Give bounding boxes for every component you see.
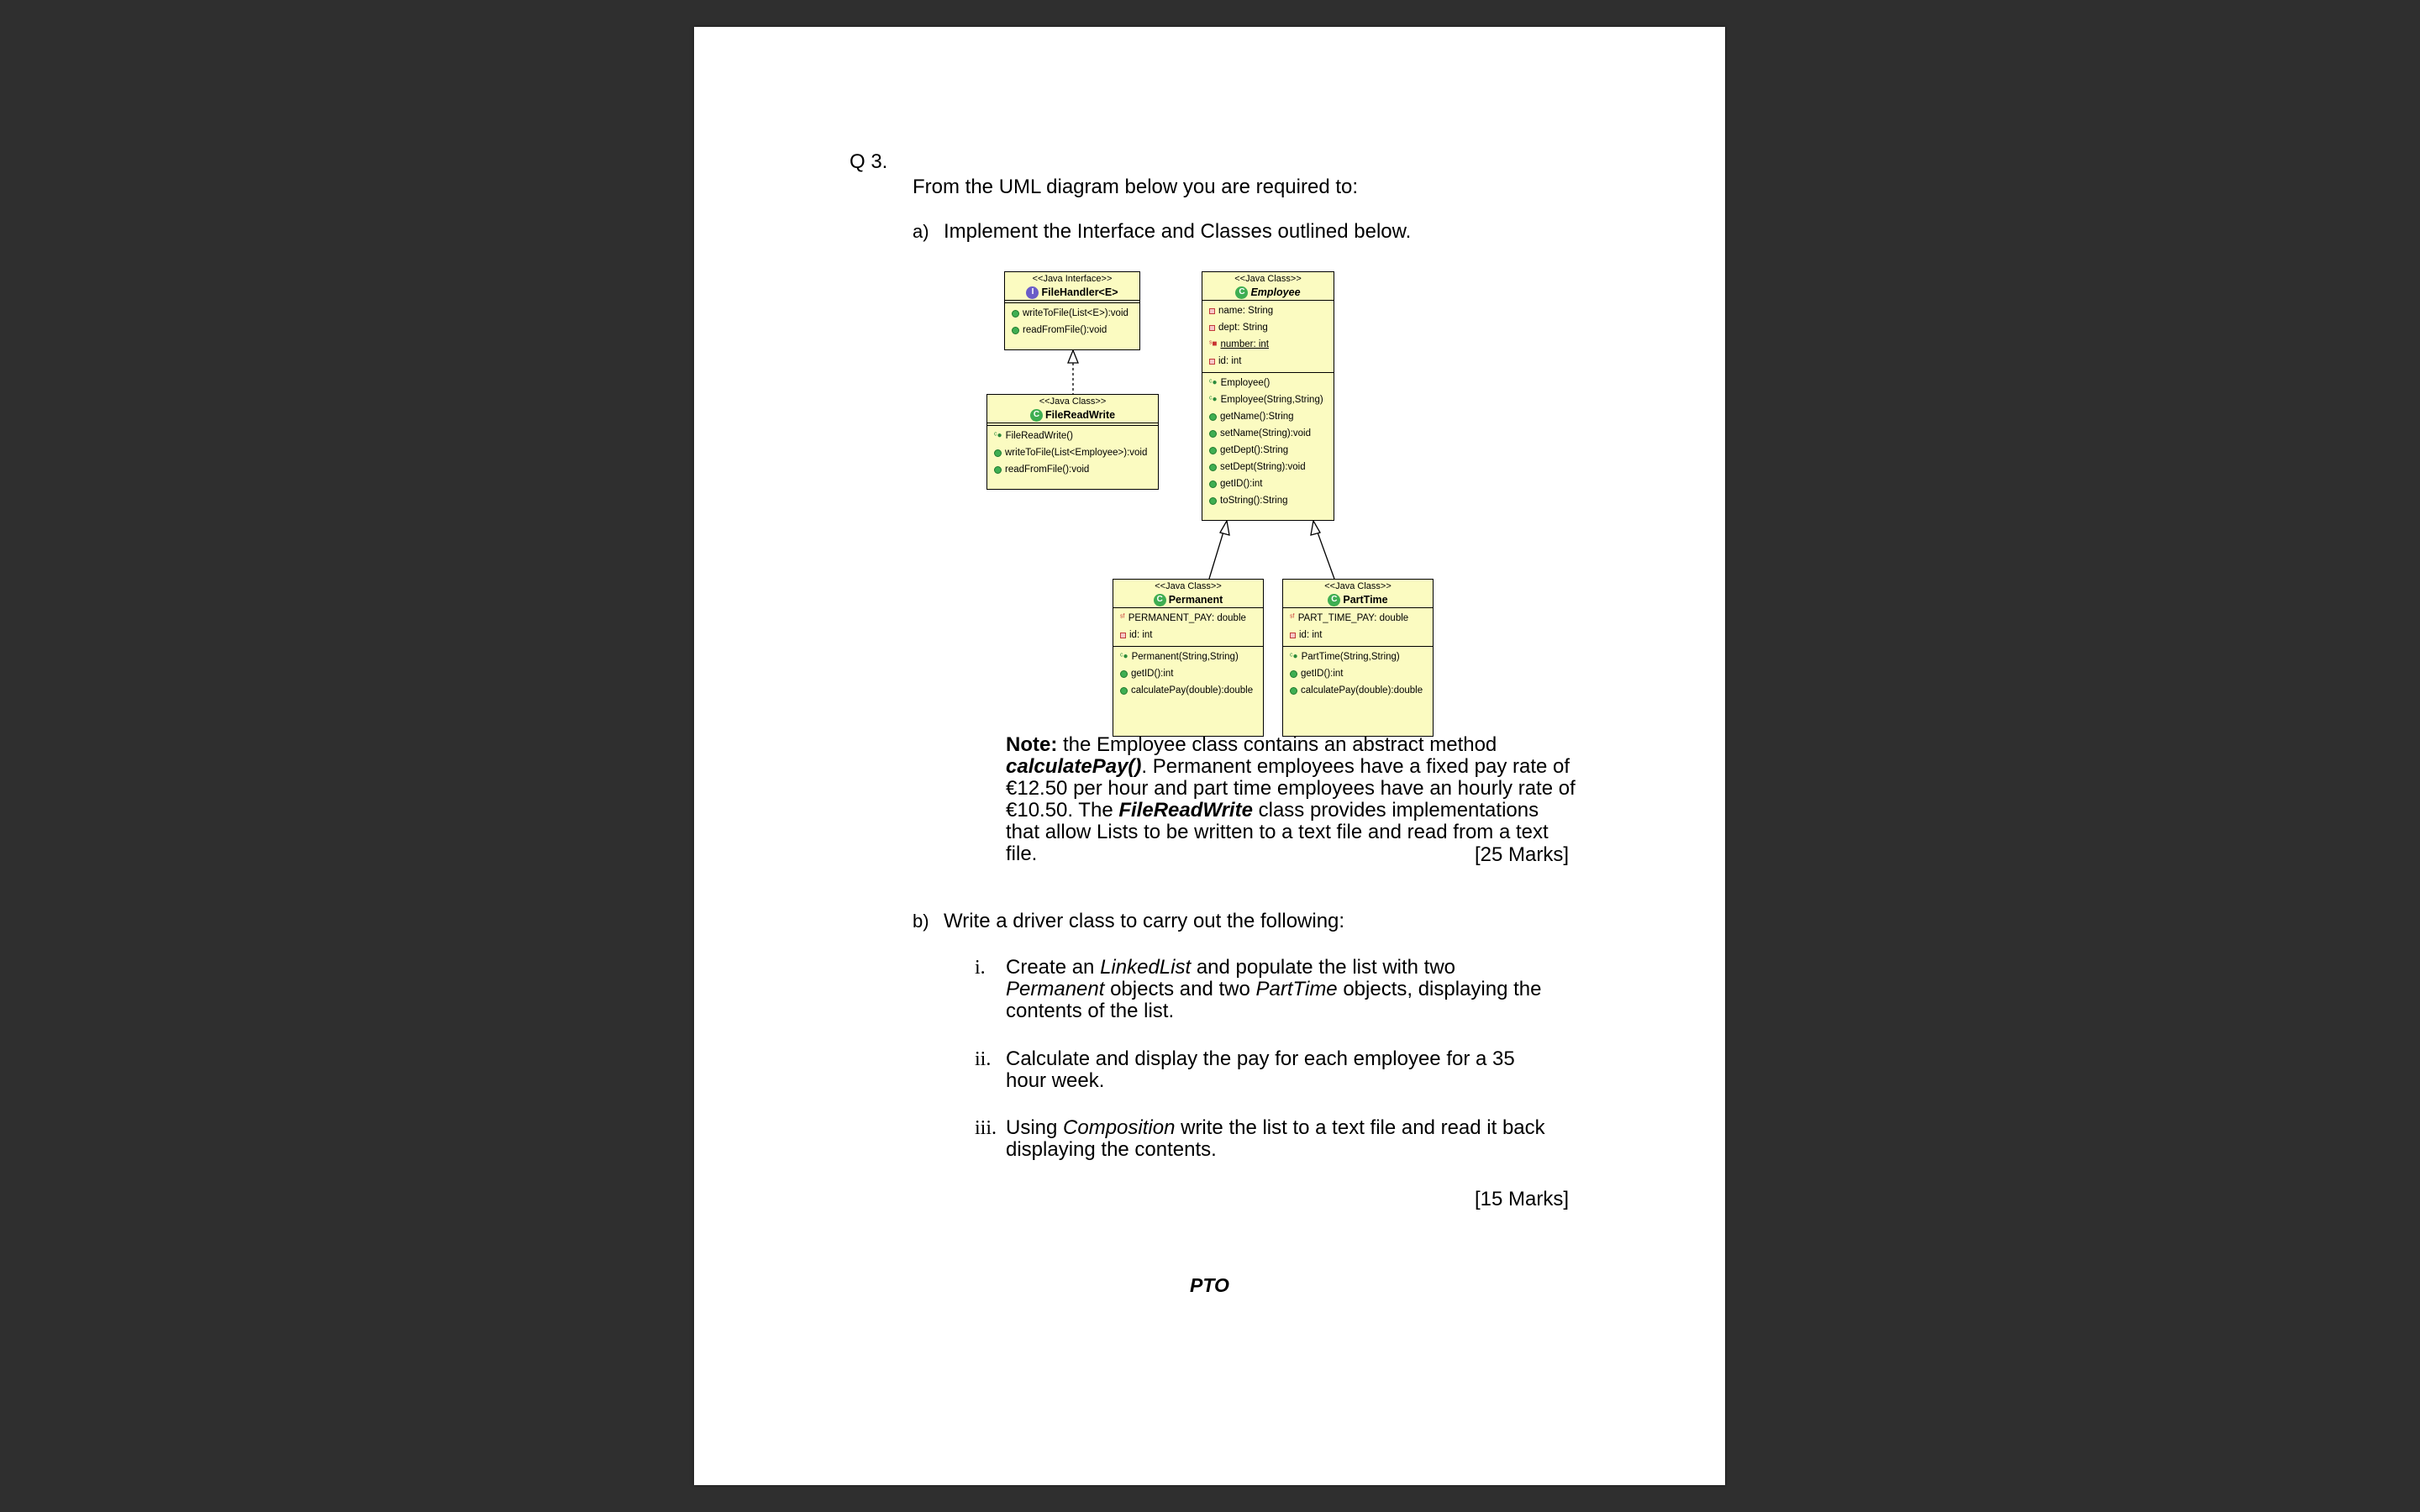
method: setDept(String):void [1220,462,1306,472]
document-page [694,27,1725,1485]
method: getDept():String [1220,445,1289,455]
list-item [1006,957,1552,1022]
constructor-icon: ᶜ● [1209,395,1218,404]
constructor-icon: ᶜ● [1209,378,1218,387]
public-method-icon [1209,464,1217,471]
list-number: i. [975,957,986,979]
list-number: ii. [975,1048,992,1070]
item-emphasis: Composition [1063,1116,1176,1139]
method: PartTime(String,String) [1301,652,1400,662]
public-method-icon [1290,670,1297,678]
stereotype-label: <<Java Class>> [1324,581,1392,591]
method: Employee(String,String) [1220,395,1323,405]
list-number: iii. [975,1117,997,1139]
field: id: int [1129,630,1153,640]
method: toString():String [1220,496,1288,506]
stereotype-label: <<Java Class>> [1155,581,1222,591]
stereotype-label: <<Java Interface>> [1032,274,1113,284]
field: dept: String [1218,323,1268,333]
part-b-text: Write a driver class to carry out the following: [944,910,1345,932]
item-text: and populate the list with two [1191,956,1456,979]
note-label: Note: [1006,733,1058,756]
public-method-icon [1209,480,1217,488]
item-emphasis: PartTime [1255,978,1338,1000]
method: getID():int [1301,669,1344,679]
private-field-icon [1209,308,1215,314]
private-field-icon [1209,359,1215,365]
private-field-icon [1209,325,1215,331]
part-b-label: b) [913,911,929,932]
list-item [1006,1117,1552,1161]
item-text: Calculate and display the pay for each employee for a 35 hour week. [1006,1047,1515,1092]
note-method-name: calculatePay() [1006,755,1142,778]
method: FileReadWrite() [1005,431,1073,441]
static-final-field-icon: ˢᶠ [1120,613,1125,622]
item-text: Create an [1006,956,1101,979]
field: id: int [1218,356,1242,366]
method: getID():int [1131,669,1174,679]
method: getName():String [1220,412,1294,422]
stereotype-label: <<Java Class>> [1234,274,1302,284]
note-text: . Permanent employees have a fixed pay rate of €12.50 per hour and part time employees have an hourly rate of €10.50. The [1006,755,1576,822]
class-icon: C [1154,594,1166,606]
public-method-icon [1120,687,1128,695]
public-method-icon [1209,497,1217,505]
part-a-marks: [25 Marks] [1474,843,1569,866]
uml-class-parttime [1282,579,1434,737]
class-icon: C [1030,409,1043,422]
item-emphasis: LinkedList [1100,956,1192,979]
static-field-icon: ˢ■ [1209,339,1218,349]
part-b-marks: [15 Marks] [1474,1188,1569,1210]
question-number: Q 3. [850,150,888,173]
item-text: objects, displaying the contents of the list. [1006,978,1542,1022]
constructor-icon: ᶜ● [1120,652,1128,661]
item-text: objects and two [1104,978,1256,1000]
stereotype-label: <<Java Class>> [1039,396,1107,407]
method: setName(String):void [1220,428,1312,438]
part-a-text: Implement the Interface and Classes outlined below. [944,220,1412,243]
method: Permanent(String,String) [1131,652,1239,662]
constructor-icon: ᶜ● [994,431,1002,440]
list-item [1006,1048,1552,1092]
question-intro: From the UML diagram below you are required to: [913,176,1359,198]
public-method-icon [1012,310,1019,318]
class-name: FileReadWrite [1044,409,1116,421]
uml-class-filehandler [1004,271,1140,350]
item-text: Using [1006,1116,1064,1139]
constructor-icon: ᶜ● [1290,652,1298,661]
uml-class-employee [1202,271,1334,521]
note-class-name: FileReadWrite [1118,799,1253,822]
private-field-icon [1290,633,1296,638]
public-method-icon [994,466,1002,474]
inheritance-arrowhead-parttime [1311,521,1320,535]
class-name: Permanent [1168,594,1223,606]
method: Employee() [1220,378,1270,388]
note-text: class provides implementations that allow Lists to be written to a text file and read from a text file. [1006,799,1549,865]
method: calculatePay(double):double [1131,685,1254,696]
field: PART_TIME_PAY: double [1297,613,1409,623]
public-method-icon [1209,413,1217,421]
part-a-label: a) [913,221,929,242]
note-text: the Employee class contains an abstract method [1057,733,1497,756]
class-icon: C [1328,594,1340,606]
inheritance-arrowhead-permanent [1220,521,1229,535]
method: readFromFile():void [1005,465,1090,475]
class-name: Employee [1250,286,1301,298]
public-method-icon [1290,687,1297,695]
uml-class-permanent [1113,579,1264,737]
field: name: String [1218,306,1274,316]
page-footer-pto: PTO [1190,1274,1229,1296]
method: writeToFile(List<E>):void [1023,308,1128,318]
interface-icon: I [1026,286,1039,299]
field: id: int [1299,630,1323,640]
item-emphasis: Permanent [1006,978,1105,1000]
public-method-icon [1120,670,1128,678]
item-text: write the list to a text file and read it back displaying the contents. [1006,1116,1545,1161]
static-final-field-icon: ˢᶠ [1290,613,1295,622]
realization-arrowhead [1068,350,1078,363]
method: writeToFile(List<Employee>):void [1005,448,1148,458]
class-name: FileHandler<E> [1041,286,1118,298]
private-field-icon [1120,633,1126,638]
abstract-class-icon: C [1235,286,1248,299]
field: PERMANENT_PAY: double [1128,613,1246,623]
class-name: PartTime [1343,594,1388,606]
uml-class-filereadwrite [986,394,1159,490]
method: calculatePay(double):double [1301,685,1423,696]
public-method-icon [1209,447,1217,454]
method: getID():int [1220,479,1263,489]
field: number: int [1220,339,1269,349]
public-method-icon [994,449,1002,457]
public-method-icon [1012,327,1019,334]
public-method-icon [1209,430,1217,438]
method: readFromFile():void [1023,325,1107,335]
